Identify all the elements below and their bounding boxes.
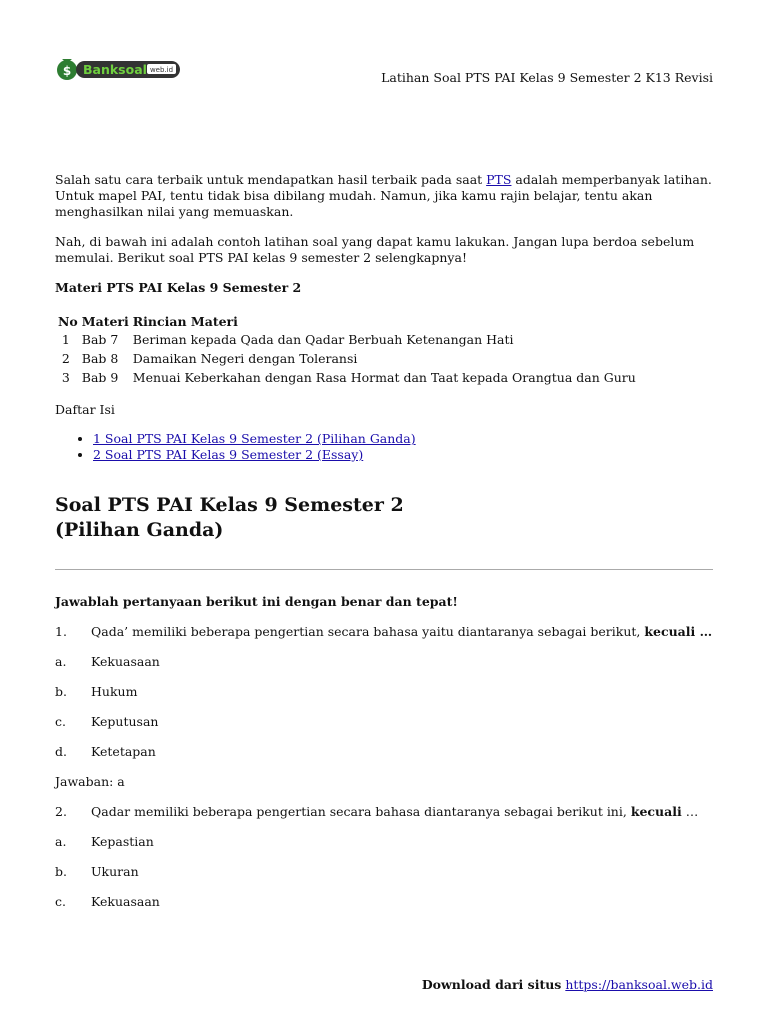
option-item — [55, 864, 713, 880]
question-number: 1. — [55, 624, 67, 639]
table-cell: Bab 7 — [81, 332, 119, 347]
svg-text:web.id: web.id — [149, 66, 174, 74]
footer-label: Download dari situs — [421, 977, 562, 992]
table-row — [56, 331, 641, 350]
banksoal-logo[interactable] — [56, 52, 182, 82]
table-cell: Damaikan Negeri dengan Toleransi — [132, 351, 358, 366]
table-cell: Bab 8 — [81, 351, 119, 366]
table-cell: Beriman kepada Qada dan Qadar Berbuah Ketenangan Hati — [132, 332, 514, 347]
instruction-text: Jawablah pertanyaan berikut ini dengan benar dan tepat! — [55, 594, 458, 609]
option-text: Kepastian — [91, 834, 154, 849]
option-text: Ukuran — [91, 864, 139, 879]
option-item — [55, 834, 713, 850]
table-cell: Menuai Keberkahan dengan Rasa Hormat dan Taat kepada Orangtua dan Guru — [132, 370, 636, 385]
option-text: Kekuasaan — [91, 654, 160, 669]
table-row — [56, 350, 641, 369]
svg-text:$: $ — [62, 64, 72, 78]
toc-link-pilihan-ganda[interactable]: 1 Soal PTS PAI Kelas 9 Semester 2 (Pilihan Ganda) — [93, 431, 416, 446]
option-text: Kekuasaan — [91, 894, 160, 909]
option-letter: a. — [55, 654, 67, 669]
question-text: Qada’ memiliki beberapa pengertian secara bahasa yaitu diantaranya sebagai berikut, kecuali … — [91, 624, 713, 639]
table-cell: Bab 9 — [81, 370, 119, 385]
section-title: Soal PTS PAI Kelas 9 Semester 2 (Pilihan Ganda) — [55, 494, 404, 541]
download-footer — [422, 977, 713, 992]
svg-text:Banksoal: Banksoal — [83, 62, 147, 77]
question-text: Qadar memiliki beberapa pengertian secara bahasa diantaranya sebagai berikut ini, kecuali … — [91, 804, 699, 819]
question-2 — [55, 804, 713, 820]
option-item — [55, 654, 713, 670]
option-item — [55, 684, 713, 700]
question-number: 2. — [55, 804, 67, 819]
option-letter: b. — [55, 684, 67, 699]
toc-link-essay[interactable]: 2 Soal PTS PAI Kelas 9 Semester 2 (Essay) — [93, 447, 364, 462]
option-letter: d. — [55, 744, 67, 759]
table-row — [56, 369, 641, 388]
intro-paragraph-1: Salah satu cara terbaik untuk mendapatkan hasil terbaik pada saat PTS adalah memperbanyak latihan. Untuk mapel PAI, tentu tidak bisa dibilang mudah. Namun, jika kamu rajin belajar, tentu akan menghasilkan nilai yang memuaskan. — [55, 172, 712, 219]
option-letter: c. — [55, 894, 66, 909]
materi-table — [56, 312, 641, 388]
option-item — [55, 744, 713, 760]
table-header-row — [56, 312, 641, 331]
column-header-rincian: Rincian Materi — [132, 314, 238, 329]
option-letter: b. — [55, 864, 67, 879]
option-letter: c. — [55, 714, 66, 729]
option-item — [55, 714, 713, 730]
option-text: Keputusan — [91, 714, 159, 729]
pts-link[interactable]: PTS — [486, 172, 512, 187]
section-divider — [55, 569, 713, 570]
column-header-materi: Materi — [81, 314, 129, 329]
table-of-contents — [55, 431, 713, 463]
answer-text: Jawaban: a — [55, 774, 125, 789]
question-1 — [55, 624, 713, 640]
footer-site-link[interactable]: https://banksoal.web.id — [565, 977, 713, 992]
article-body — [55, 172, 713, 910]
column-header-no: No — [58, 314, 78, 329]
option-item — [55, 894, 713, 910]
option-text: Hukum — [91, 684, 138, 699]
table-cell: 1 — [61, 332, 70, 347]
intro-paragraph-2: Nah, di bawah ini adalah contoh latihan soal yang dapat kamu lakukan. Jangan lupa berdoa sebelum memulai. Berikut soal PTS PAI kelas 9 semester 2 selengkapnya! — [55, 234, 695, 265]
toc-item — [93, 431, 713, 447]
toc-label: Daftar Isi — [55, 402, 115, 417]
materi-heading: Materi PTS PAI Kelas 9 Semester 2 — [55, 280, 302, 295]
toc-item — [93, 447, 713, 463]
table-cell: 2 — [61, 351, 70, 366]
option-text: Ketetapan — [91, 744, 156, 759]
document-header-title: Latihan Soal PTS PAI Kelas 9 Semester 2 K13 Revisi — [381, 70, 713, 85]
table-cell: 3 — [61, 370, 70, 385]
option-letter: a. — [55, 834, 67, 849]
